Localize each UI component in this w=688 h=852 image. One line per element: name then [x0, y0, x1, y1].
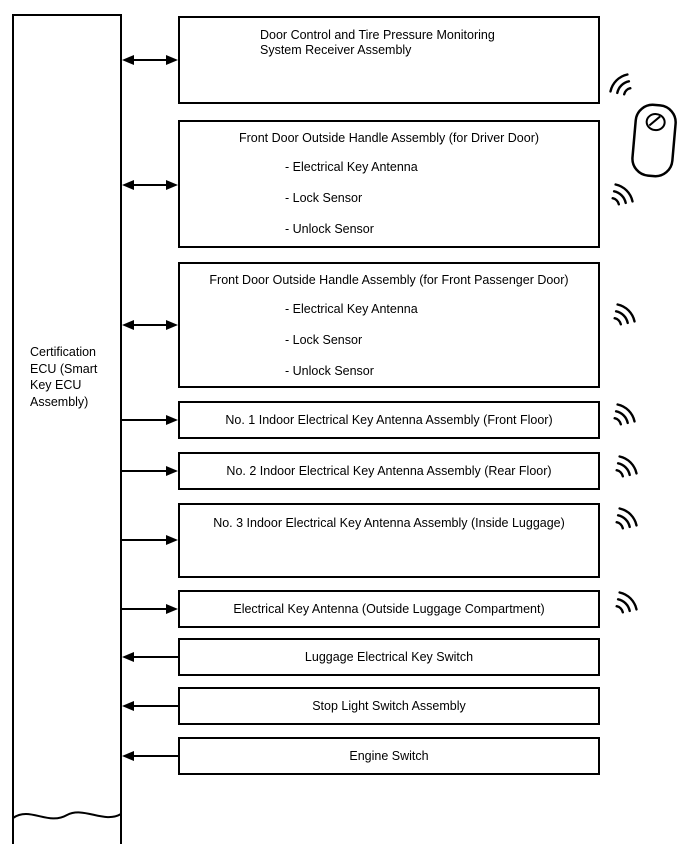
sub-item: - Unlock Sensor — [285, 222, 374, 236]
node-title: No. 3 Indoor Electrical Key Antenna Assembly (Inside Luggage) — [213, 516, 565, 530]
arrow-bidirectional — [122, 316, 178, 334]
node-engine-switch — [178, 737, 600, 775]
radio-waves-icon — [611, 500, 645, 534]
ecu-label: Certification ECU (Smart Key ECU Assembly) — [30, 345, 98, 409]
arrow-left — [122, 697, 178, 715]
arrow-left — [122, 747, 178, 765]
sub-item: - Electrical Key Antenna — [285, 160, 418, 174]
radio-waves-icon — [611, 448, 645, 482]
radio-waves-icon — [611, 584, 645, 618]
node-subitems — [180, 302, 598, 379]
node-door-control-receiver — [178, 16, 600, 104]
node-title: Engine Switch — [349, 748, 429, 763]
node-title: No. 1 Indoor Electrical Key Antenna Assembly (Front Floor) — [225, 412, 553, 427]
node-outside-luggage-antenna — [178, 590, 600, 628]
radio-waves-icon — [602, 66, 636, 100]
sub-item: - Unlock Sensor — [285, 364, 374, 378]
node-title: Front Door Outside Handle Assembly (for Driver Door) — [238, 131, 540, 145]
node-indoor-antenna-1 — [178, 401, 600, 439]
arrow-right — [122, 462, 178, 480]
radio-waves-icon — [607, 176, 641, 210]
radio-waves-icon — [609, 396, 643, 430]
node-indoor-antenna-2 — [178, 452, 600, 490]
node-title: Electrical Key Antenna (Outside Luggage Compartment) — [233, 601, 545, 616]
node-title: Luggage Electrical Key Switch — [304, 649, 474, 664]
node-front-door-handle-driver — [178, 120, 600, 248]
sub-item: - Electrical Key Antenna — [285, 302, 418, 316]
arrow-bidirectional — [122, 51, 178, 69]
node-title: Door Control and Tire Pressure Monitoring System Receiver Assembly — [260, 28, 495, 57]
node-stop-light-switch — [178, 687, 600, 725]
node-front-door-handle-passenger — [178, 262, 600, 388]
node-title: Front Door Outside Handle Assembly (for Front Passenger Door) — [209, 273, 569, 287]
arrow-right — [122, 531, 178, 549]
arrow-right — [122, 600, 178, 618]
node-subitems — [180, 160, 598, 237]
node-indoor-antenna-3 — [178, 503, 600, 578]
radio-waves-icon — [609, 296, 643, 330]
arrow-right — [122, 411, 178, 429]
box-break-wave — [12, 800, 122, 830]
smart-key-fob-icon — [627, 100, 682, 182]
node-title: No. 2 Indoor Electrical Key Antenna Assembly (Rear Floor) — [226, 463, 552, 478]
sub-item: - Lock Sensor — [285, 191, 363, 205]
node-luggage-key-switch — [178, 638, 600, 676]
arrow-bidirectional — [122, 176, 178, 194]
arrow-left — [122, 648, 178, 666]
ecu-box — [12, 14, 122, 844]
sub-item: - Lock Sensor — [285, 333, 363, 347]
node-title: Stop Light Switch Assembly — [312, 698, 466, 713]
